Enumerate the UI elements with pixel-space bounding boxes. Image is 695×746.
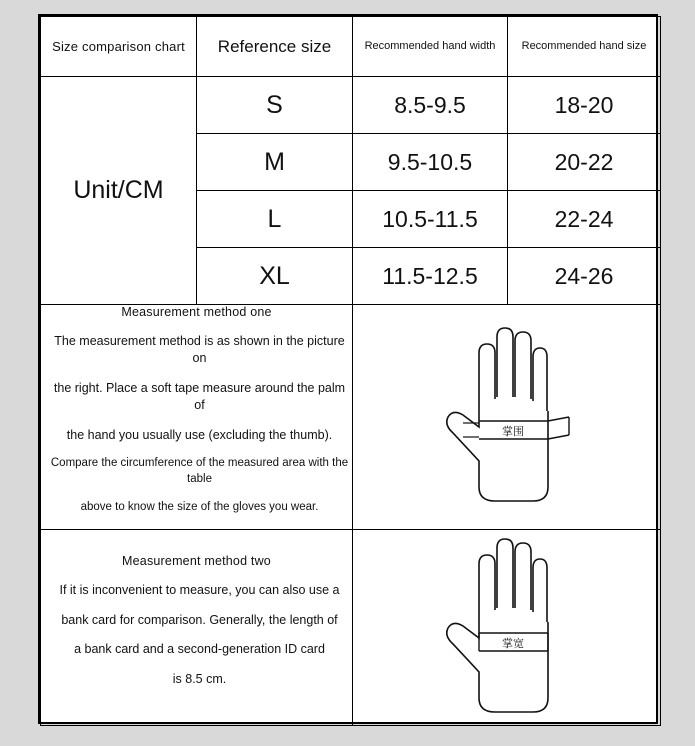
method-two-body (41, 582, 352, 689)
method-two-line: bank card for comparison. Generally, the length of (61, 612, 338, 627)
size-value: M (197, 134, 353, 191)
method-one-diagram (353, 305, 661, 530)
method-two-diagram (353, 529, 661, 725)
hand-palm-icon (417, 319, 597, 514)
size-value: L (197, 191, 353, 248)
hand-width-value: 9.5-10.5 (353, 134, 508, 191)
table-row (41, 77, 661, 134)
method-two-title: Measurement method two (122, 553, 271, 568)
hand-size-value: 20-22 (508, 134, 661, 191)
hand-size-value: 18-20 (508, 77, 661, 134)
method-two-row (41, 529, 661, 725)
method-one-row (41, 305, 661, 530)
method-two-line: is 8.5 cm. (172, 672, 227, 687)
method-one-line: above to know the size of the gloves you wear. (80, 501, 319, 514)
method-one-title: Measurement method one (121, 305, 272, 319)
table-header-row (41, 17, 661, 77)
hand-palm-width-icon (417, 530, 597, 725)
method-one-line: The measurement method is as shown in the picture on (54, 334, 345, 365)
header-size-comparison-chart: Size comparison chart (41, 17, 197, 77)
header-recommended-hand-width: Recommended hand width (353, 17, 508, 77)
hand-width-value: 10.5-11.5 (353, 191, 508, 248)
hand-size-value: 22-24 (508, 191, 661, 248)
method-two-line: a bank card and a second-generation ID card (74, 642, 325, 657)
header-recommended-hand-size: Recommended hand size (508, 17, 661, 77)
unit-label: Unit/CM (41, 77, 197, 305)
method-one-line: the right. Place a soft tape measure around the palm of (53, 380, 346, 412)
method-one-line: the hand you usually use (excluding the thumb). (66, 427, 333, 442)
method-one-body (41, 333, 352, 516)
hand-size-value: 24-26 (508, 248, 661, 305)
size-chart-sheet (38, 14, 658, 724)
hand-width-value: 11.5-12.5 (353, 248, 508, 305)
method-two-text (41, 529, 353, 725)
header-reference-size: Reference size (197, 17, 353, 77)
size-value: XL (197, 248, 353, 305)
method-one-line: Compare the circumference of the measured area with the table (50, 457, 349, 485)
size-value: S (197, 77, 353, 134)
hand-width-value: 8.5-9.5 (353, 77, 508, 134)
palm-width-label: 掌宽 (501, 637, 524, 650)
hand-diagram-two (353, 530, 660, 725)
palm-circumference-label: 掌围 (501, 426, 524, 439)
hand-diagram-one (353, 319, 660, 514)
size-chart-table (40, 16, 661, 726)
method-two-line: If it is inconvenient to measure, you can also use a (59, 582, 340, 597)
method-one-text (41, 305, 353, 530)
